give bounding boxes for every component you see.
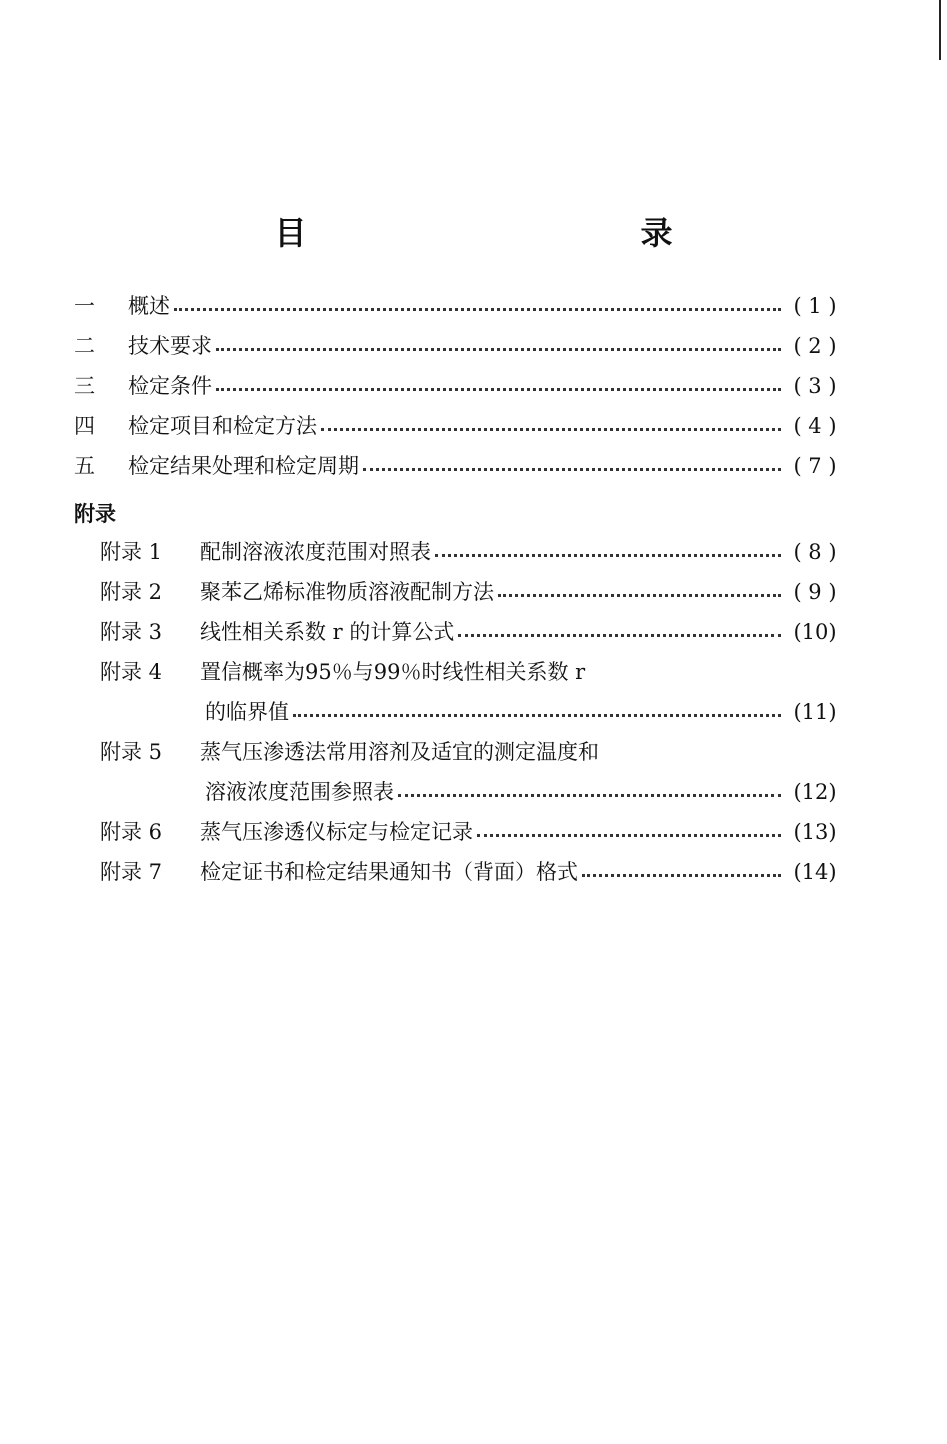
toc-appendix-entry[interactable] [0,852,947,892]
toc-entry-label: 置信概率为95％与99％时线性相关系数 r [200,660,586,684]
toc-entry-page: ( 1 ) [793,294,837,318]
dot-leader [216,348,781,351]
toc-entry-label: 检定证书和检定结果通知书（背面）格式 [200,860,578,884]
toc-entry[interactable] [0,326,947,366]
toc-appendix-entry[interactable] [0,812,947,852]
toc-entry[interactable] [0,286,947,326]
dot-leader [477,834,781,837]
toc-appendix-entry[interactable] [0,572,947,612]
dot-leader [321,428,781,431]
toc-entry-page: ( 9 ) [793,580,837,604]
toc-appendix-entry[interactable] [0,612,947,652]
toc-entry-page: ( 7 ) [793,454,837,478]
toc-entry-page: (13) [793,820,837,844]
toc-entry-page: (12) [793,780,837,804]
toc-entry-number: 一 [74,294,95,318]
dot-leader [293,714,781,717]
toc-entry[interactable] [0,366,947,406]
dot-leader [363,468,781,471]
toc-entry-number: 四 [74,414,95,438]
toc-entry-number: 附录 3 [100,620,163,644]
toc-entry-number: 附录 5 [100,740,163,764]
toc-entry-page: (10) [793,620,837,644]
dot-leader [498,594,781,597]
toc-entry-number: 附录 2 [100,580,163,604]
toc-entry-label: 概述 [128,294,170,318]
toc-entry-label: 检定项目和检定方法 [128,414,317,438]
page-title: 目 录 [274,214,763,252]
toc-entry-page: ( 8 ) [793,540,837,564]
toc-entry-label: 技术要求 [128,334,212,358]
toc-entry-number: 三 [74,374,95,398]
toc-entry-label: 蒸气压渗透法常用溶剂及适宜的测定温度和 [200,740,599,764]
toc-entry-page: ( 2 ) [793,334,837,358]
page-edge-line [939,0,941,60]
toc-entry[interactable] [0,446,947,486]
toc-appendix-entry-line1[interactable] [0,732,947,772]
toc-entry-page: (11) [793,700,837,724]
toc-entry-number: 附录 1 [100,540,163,564]
toc-entry-label-continued: 溶液浓度范围参照表 [205,780,394,804]
toc-entry-number: 五 [74,454,95,478]
toc-entry-page: ( 3 ) [793,374,837,398]
toc-entry[interactable] [0,406,947,446]
toc-entry-number: 附录 7 [100,860,163,884]
toc-entry-label: 线性相关系数 r 的计算公式 [200,620,455,644]
toc-appendix-entry[interactable] [0,532,947,572]
toc-entry-label: 检定结果处理和检定周期 [128,454,359,478]
toc-appendix-entry-line1[interactable] [0,652,947,692]
toc-entry-page: (14) [793,860,837,884]
toc-entry-page: ( 4 ) [793,414,837,438]
dot-leader [398,794,781,797]
toc-entry-number: 附录 6 [100,820,163,844]
dot-leader [458,634,781,637]
toc-entry-number: 附录 4 [100,660,163,684]
toc-entry-label-continued: 的临界值 [205,700,289,724]
toc-entry-label: 检定条件 [128,374,212,398]
toc-entry-label: 配制溶液浓度范围对照表 [200,540,431,564]
toc-appendix-entry-line2[interactable] [0,772,947,812]
toc-appendix-entry-line2[interactable] [0,692,947,732]
dot-leader [582,874,781,877]
toc-entry-number: 二 [74,334,95,358]
toc-entry-label: 聚苯乙烯标准物质溶液配制方法 [200,580,494,604]
toc-entry-label: 蒸气压渗透仪标定与检定记录 [200,820,473,844]
appendix-heading: 附录 [74,501,116,526]
dot-leader [216,388,781,391]
dot-leader [174,308,781,311]
dot-leader [435,554,781,557]
